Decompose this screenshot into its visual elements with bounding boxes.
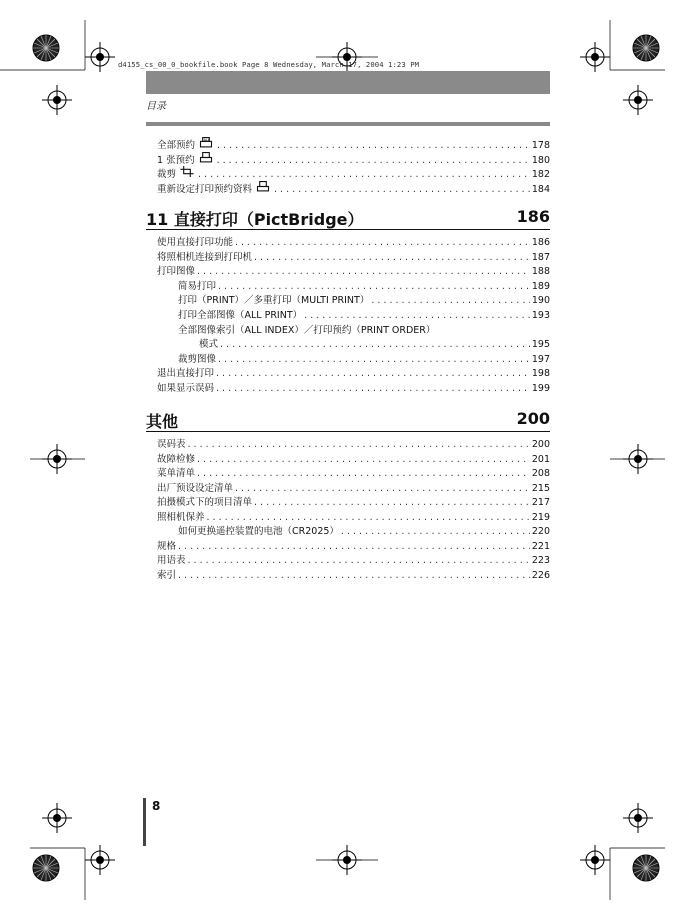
- toc-entry-title: 打印图像: [157, 266, 196, 278]
- toc-leader-dots: [216, 367, 530, 381]
- toc-entry-page: 226: [531, 569, 550, 581]
- toc-entry[interactable]: [157, 453, 550, 467]
- toc-entry[interactable]: [178, 309, 550, 323]
- toc-entry[interactable]: [178, 525, 550, 539]
- target-top-right-b: [623, 85, 653, 115]
- toc-entry-page: 220: [531, 526, 550, 537]
- toc-entry-page: 193: [531, 310, 550, 321]
- toc-entry-title: 全部预约: [157, 140, 196, 151]
- toc-leader-dots: [197, 467, 530, 481]
- toc-leader-dots: [220, 338, 530, 352]
- page-number: 8: [152, 799, 161, 813]
- toc-entry[interactable]: [157, 166, 550, 180]
- toc-entry-page: 190: [531, 295, 550, 307]
- toc-leader-dots: [235, 482, 530, 496]
- target-bottom-right-b: [623, 803, 653, 833]
- toc-entry[interactable]: [157, 511, 550, 525]
- toc-entry-title: 将照相机连接到打印机: [157, 251, 253, 263]
- toc-entry-page: 215: [531, 482, 550, 494]
- toc-entry[interactable]: [157, 438, 550, 452]
- toc-entry-title: 如果显示误码: [157, 383, 215, 394]
- toc-leader-dots: [216, 382, 530, 396]
- toc-entry-page: 189: [531, 280, 550, 292]
- toc-entry[interactable]: [157, 181, 550, 195]
- chapter-other-heading: [146, 409, 550, 432]
- toc-entry[interactable]: [157, 382, 550, 396]
- toc-entry-page: 187: [531, 251, 550, 263]
- toc-entry-title: 裁剪图像: [178, 353, 217, 365]
- target-top-right-a: [580, 42, 610, 72]
- toc-entry-page: 195: [531, 339, 550, 351]
- toc-entry-page: 221: [531, 540, 550, 552]
- toc-entry[interactable]: [157, 367, 550, 381]
- chapter-title: 其他: [146, 412, 179, 431]
- chapter-title: 11 直接打印（PictBridge）: [146, 210, 364, 229]
- toc-entry-title: 索引: [157, 569, 177, 581]
- toc-leader-dots: [188, 438, 530, 452]
- toc-entry[interactable]: [157, 569, 550, 583]
- toc-entry[interactable]: [199, 338, 550, 352]
- toc-entry[interactable]: [157, 236, 550, 250]
- toc-entry[interactable]: [178, 294, 550, 308]
- toc-entry-page: 201: [531, 453, 550, 465]
- toc-leader-dots: [218, 353, 530, 367]
- toc-entry[interactable]: [178, 353, 550, 367]
- starburst-top-left: [33, 35, 59, 61]
- chapter-other-rule: [146, 431, 550, 432]
- toc-entry-page: 198: [531, 368, 550, 380]
- target-top-left-b: [42, 85, 72, 115]
- toc-entry-page: 217: [531, 497, 550, 508]
- toc-entry-title: 菜单清单: [157, 468, 196, 479]
- toc-entry-page: 208: [531, 468, 550, 479]
- toc-entry-title: 1 张预约: [157, 154, 195, 166]
- toc-entry-page: 180: [531, 154, 550, 166]
- toc-leader-dots: [178, 540, 530, 554]
- toc-leader-dots: [254, 496, 530, 510]
- toc-entry-title: 照相机保养: [157, 511, 205, 523]
- toc-entry[interactable]: [157, 482, 550, 496]
- toc-leader-dots: [197, 265, 530, 279]
- toc-entry-title: 打印（PRINT）／多重打印（MULTI PRINT）: [178, 295, 370, 307]
- toc-entry-title: 退出直接打印: [157, 368, 215, 380]
- chapter-page: 200: [516, 409, 550, 428]
- starburst-bottom-right: [633, 855, 659, 881]
- toc-entry[interactable]: [157, 251, 550, 265]
- header-gray-bar: [146, 71, 550, 94]
- toc-entry-title: 用语表: [157, 555, 186, 566]
- chapter-11-heading: [146, 207, 550, 230]
- toc-entry-title: 简易打印: [178, 280, 217, 292]
- toc-entry-title: 模式: [199, 339, 219, 351]
- toc-entry[interactable]: [157, 265, 550, 279]
- toc-entry[interactable]: [157, 467, 550, 481]
- toc-entry-title: 全部图像索引（ALL INDEX）／打印预约（PRINT ORDER）: [178, 324, 436, 336]
- toc-entry-title: 打印全部图像（ALL PRINT）: [178, 310, 303, 321]
- starburst-top-right: [633, 35, 659, 61]
- toc-entry-title: 规格: [157, 540, 177, 552]
- toc-entry-title: 如何更换遥控装置的电池（CR2025）: [178, 526, 339, 537]
- print-single-icon: [199, 152, 211, 162]
- toc-entry-title: 故障检修: [157, 453, 196, 465]
- target-bottom-left-a: [85, 845, 115, 875]
- toc-entry-title: 误码表: [157, 439, 186, 450]
- toc-leader-dots: [218, 280, 530, 294]
- toc-entry[interactable]: [157, 540, 550, 554]
- toc-entry-title: 重新设定打印预约资料: [157, 183, 253, 195]
- print-header-line: d4155_cs_00_0_bookfile.book Page 8 Wednesday, March 17, 2004 1:23 PM: [118, 60, 420, 69]
- toc-entry-title: 裁剪: [157, 169, 177, 180]
- chapter-11-rule: [146, 229, 550, 230]
- toc-leader-dots: [207, 511, 530, 525]
- print-all-icon: [199, 137, 211, 147]
- toc-entry-title: 使用直接打印功能: [157, 237, 234, 248]
- print-single-icon: [256, 181, 268, 191]
- section-label: 目录: [146, 101, 166, 112]
- starburst-bottom-left: [33, 855, 59, 881]
- target-top-left-a: [85, 42, 115, 72]
- toc-entry[interactable]: [178, 280, 550, 294]
- toc-leader-dots: [274, 183, 530, 197]
- toc-entry-title: 出厂预设设定清单: [157, 482, 234, 494]
- toc-entry[interactable]: [157, 554, 550, 568]
- toc-entry-page: 182: [531, 169, 550, 180]
- toc-leader-dots: [235, 236, 530, 250]
- toc-entry[interactable]: [178, 324, 550, 338]
- target-bottom-left-b: [42, 803, 72, 833]
- toc-entry[interactable]: [157, 496, 550, 510]
- toc-entry-page: 188: [531, 266, 550, 278]
- toc-entry-page: 184: [531, 183, 550, 195]
- svg-text:ALL: ALL: [203, 137, 210, 142]
- toc-leader-dots: [304, 309, 530, 323]
- toc-entry-page: 178: [531, 140, 550, 151]
- toc-leader-dots: [341, 525, 530, 539]
- toc-leader-dots: [197, 453, 530, 467]
- toc-entry-page: 186: [531, 237, 550, 248]
- page-number-bar: [143, 798, 146, 846]
- toc-entry-page: 223: [531, 555, 550, 566]
- toc-leader-dots: [371, 294, 530, 308]
- section-divider-bar: [146, 122, 550, 126]
- toc-leader-dots: [178, 569, 530, 583]
- toc-entry-page: 199: [531, 383, 550, 394]
- toc-leader-dots: [188, 554, 530, 568]
- toc-entry-page: 197: [531, 353, 550, 365]
- toc-entry[interactable]: [157, 152, 550, 166]
- toc-entry[interactable]: [157, 137, 550, 151]
- toc-entry-page: 219: [531, 511, 550, 523]
- toc-leader-dots: [254, 251, 530, 265]
- crop-icon: [180, 166, 192, 176]
- toc-entry-title: 拍摄模式下的项目清单: [157, 497, 253, 508]
- toc-entry-page: 200: [531, 439, 550, 450]
- target-bottom-right-a: [580, 845, 610, 875]
- chapter-page: 186: [516, 207, 550, 226]
